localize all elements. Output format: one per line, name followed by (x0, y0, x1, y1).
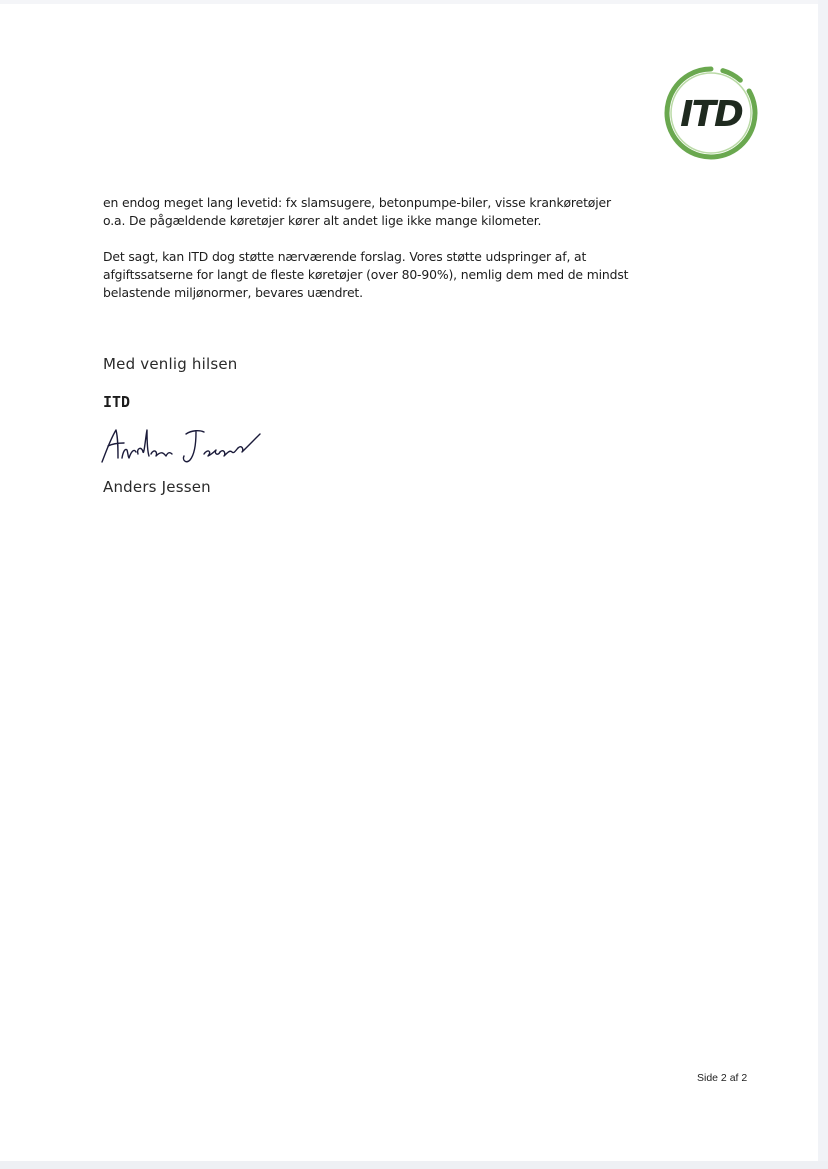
paragraph-2-line-1: Det sagt, kan ITD dog støtte nærværende forslag. Vores støtte udspringer af, at (103, 249, 587, 264)
logo-text: ITD (680, 94, 742, 135)
organization-name: ITD (103, 393, 131, 411)
paragraph-2-line-3: belastende miljønormer, bevares uændret. (103, 285, 363, 300)
signer-name: Anders Jessen (103, 478, 211, 496)
paragraph-1-line-2: o.a. De pågældende køretøjer kører alt andet lige ikke mange kilometer. (103, 213, 542, 228)
page-number: Side 2 af 2 (697, 1072, 748, 1084)
page-edge-top (0, 0, 828, 4)
page-edge-bottom (0, 1161, 828, 1169)
paragraph-1-line-1: en endog meget lang levetid: fx slamsugere, betonpumpe-biler, visse krankøretøjer (103, 195, 611, 210)
paragraph-2 (103, 248, 643, 302)
itd-logo (660, 62, 762, 164)
paragraph-1 (103, 194, 643, 230)
closing-salutation: Med venlig hilsen (103, 355, 238, 373)
page-edge-right (818, 0, 828, 1169)
paragraph-2-line-2: afgiftssatserne for langt de fleste køretøjer (over 80-90%), nemlig dem med de mindst (103, 267, 629, 282)
handwritten-signature-icon (96, 424, 266, 466)
